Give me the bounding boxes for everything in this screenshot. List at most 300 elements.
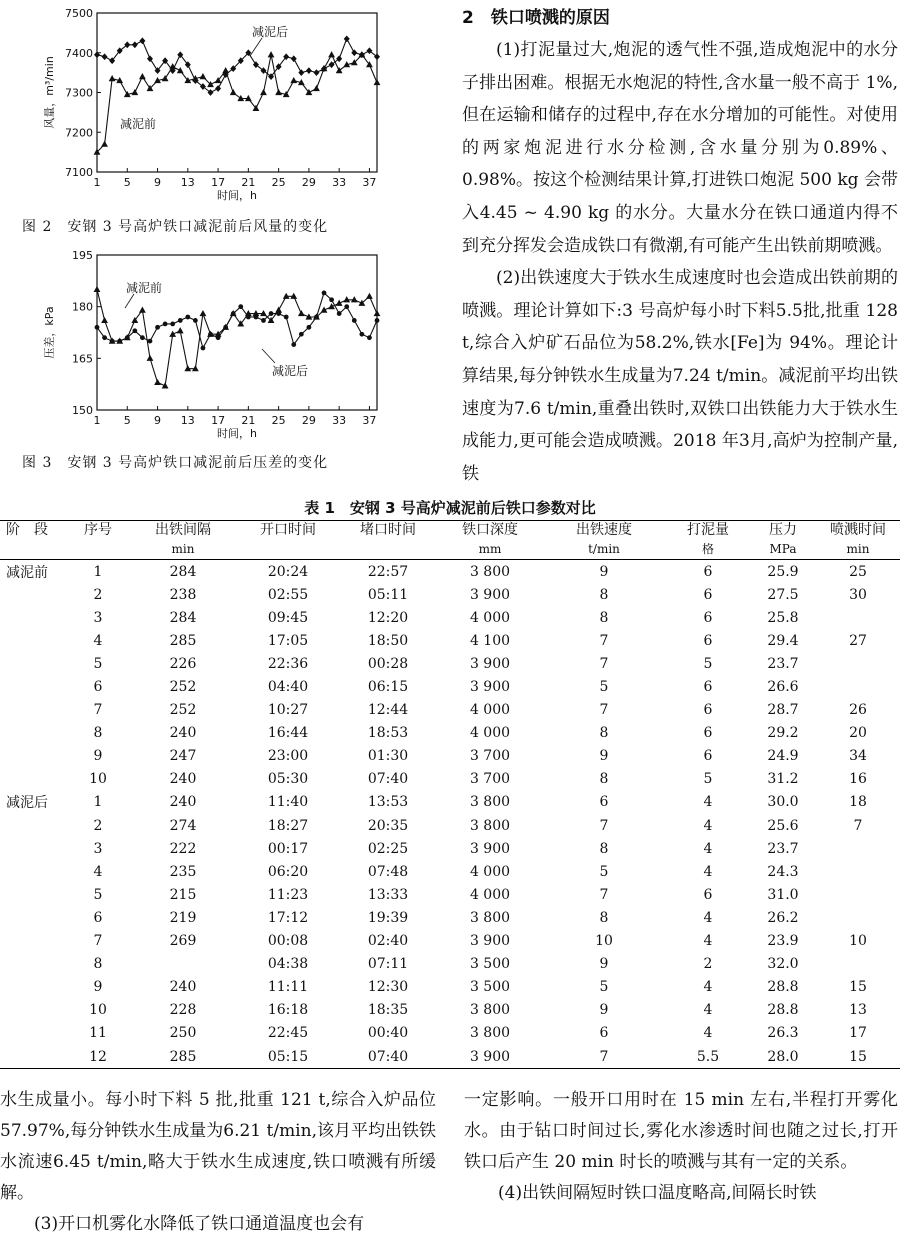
data-point-triangle (328, 51, 335, 57)
table-cell: 02:25 (367, 840, 409, 857)
table-cell: 17:05 (267, 632, 309, 649)
table-cell: 07:40 (367, 771, 409, 788)
table-row (0, 837, 900, 860)
data-point-circle (254, 315, 259, 320)
unit-cell (238, 540, 338, 560)
data-point-triangle (131, 89, 138, 95)
unit-cell: t/min (542, 540, 666, 560)
table-cell: 4 (703, 794, 713, 811)
table-cell: 7 (853, 817, 863, 834)
data-point-diamond (139, 37, 145, 44)
x-tick-label: 33 (332, 414, 347, 427)
table-cell: 269 (169, 933, 197, 950)
table-row (0, 930, 900, 953)
table-cell: 252 (169, 702, 197, 719)
data-point-circle (261, 318, 266, 323)
table-cell: 23.7 (767, 655, 799, 672)
table-cell-stage (0, 837, 68, 860)
header-interval: 出铁间隔 (128, 521, 238, 541)
table-cell: 26.3 (767, 1025, 799, 1042)
table-row (0, 560, 900, 584)
data-point-diamond (374, 53, 380, 60)
table-cell-stage (0, 652, 68, 675)
x-tick-label: 25 (271, 176, 286, 189)
table-cell-stage (0, 906, 68, 929)
data-point-circle (329, 297, 334, 302)
table-cell: 250 (169, 1025, 197, 1042)
x-tick-label: 33 (332, 176, 347, 189)
table-cell: 29.4 (767, 632, 799, 649)
table-row (0, 791, 900, 814)
table-cell: 240 (169, 794, 197, 811)
x-tick-label: 25 (271, 414, 286, 427)
data-point-circle (140, 335, 145, 340)
table-cell: 4 000 (469, 609, 511, 626)
data-point-circle (367, 335, 372, 340)
table-row (0, 883, 900, 906)
table-cell: 22:45 (267, 1025, 309, 1042)
table-cell: 9 (599, 563, 609, 580)
table-cell-stage (0, 999, 68, 1022)
table-cell: 23.9 (767, 933, 799, 950)
table-cell: 30.0 (767, 794, 799, 811)
series-annotation: 减泥前 (120, 117, 157, 131)
table-cell: 226 (169, 655, 197, 672)
table-cell: 07:40 (338, 1045, 438, 1069)
table-cell: 3 900 (438, 1045, 542, 1069)
data-point-triangle (336, 67, 343, 73)
table-cell: 25 (849, 563, 867, 580)
data-point-circle (359, 332, 364, 337)
table-cell: 5 (703, 771, 713, 788)
table-cell: 02:40 (367, 933, 409, 950)
table-cell: 20:35 (367, 817, 409, 834)
x-tick-label: 5 (123, 176, 131, 189)
bottom-right-text (464, 1085, 898, 1209)
table-cell: 4 000 (469, 886, 511, 903)
table-cell: 20:24 (267, 563, 309, 580)
table-cell: 3 900 (469, 655, 511, 672)
table-cell: 16 (849, 771, 867, 788)
data-point-diamond (351, 49, 357, 56)
table-row (0, 1022, 900, 1045)
y-tick-label: 150 (72, 404, 93, 417)
table-cell: 7 (599, 655, 609, 672)
table-cell: 7 (599, 702, 609, 719)
data-point-circle (170, 321, 175, 326)
data-point-circle (132, 328, 137, 333)
table-cell: 215 (169, 886, 197, 903)
table-cell: 06:15 (367, 679, 409, 696)
table-cell (816, 860, 900, 883)
table-cell: 6 (93, 909, 103, 926)
data-point-circle (216, 335, 221, 340)
table-cell: 8 (599, 771, 609, 788)
tap-hole-parameter-table (0, 520, 900, 1069)
table-cell: 10 (849, 933, 867, 950)
header-open-time: 开口时间 (238, 521, 338, 541)
table-cell: 6 (703, 702, 713, 719)
table-cell (816, 606, 900, 629)
data-point-circle (185, 315, 190, 320)
series-annotation: 减泥后 (272, 364, 309, 378)
data-point-circle (291, 342, 296, 347)
table-cell: 4 000 (469, 725, 511, 742)
unit-cell: 格 (666, 540, 750, 560)
table-cell: 8 (599, 909, 609, 926)
table-cell: 01:30 (367, 748, 409, 765)
table-cell: 3 (93, 609, 103, 626)
table-cell-stage (0, 583, 68, 606)
table-cell: 24.9 (767, 748, 799, 765)
table-cell: 13:33 (367, 886, 409, 903)
table-cell: 3 800 (469, 563, 511, 580)
data-point-diamond (344, 35, 350, 42)
table-cell: 285 (128, 1045, 238, 1069)
table-cell: 6 (703, 748, 713, 765)
annotation-leader (125, 294, 134, 308)
y-tick-label: 7300 (65, 86, 93, 100)
table-cell: 32.0 (767, 956, 799, 973)
x-tick-label: 21 (241, 176, 256, 189)
table-cell (816, 883, 900, 906)
data-point-triangle (101, 141, 108, 147)
table-row (0, 814, 900, 837)
paragraph-2: (2)出铁速度大于铁水生成速度时也会造成出铁前期的喷溅。理论计算如下:3 号高炉每小时下料5.5批,批重 128 t,综合入炉矿石品位为58.2%,铁水[Fe]为 94%。理论计算结果,每分钟铁水生成量为7.24 t/min。减泥前平均出铁速度为7.6 t/min,重叠出铁时,双铁口出铁能力大于铁水生成能力,更可能会造成喷溅。2018 年3月,高炉为控制产量,铁 (462, 268, 898, 484)
table-cell (128, 953, 238, 976)
table-cell: 3 800 (469, 909, 511, 926)
table-cell-stage (0, 675, 68, 698)
table-cell: 3 500 (469, 956, 511, 973)
table-cell: 9 (93, 748, 103, 765)
table-row (0, 768, 900, 791)
data-point-circle (163, 321, 168, 326)
table-cell: 20 (849, 725, 867, 742)
table-cell: 240 (169, 979, 197, 996)
table-cell-stage (0, 745, 68, 768)
data-point-triangle (177, 327, 184, 333)
table-cell-stage (0, 930, 68, 953)
table-cell: 29.2 (767, 725, 799, 742)
data-point-circle (201, 346, 206, 351)
data-point-triangle (374, 79, 381, 85)
data-point-diamond (336, 55, 342, 62)
table-cell (816, 675, 900, 698)
table-cell: 07:48 (367, 863, 409, 880)
x-tick-label: 21 (241, 414, 256, 427)
data-point-triangle (200, 73, 207, 79)
table-cell: 6 (703, 609, 713, 626)
figure-2-air-volume-chart (0, 0, 460, 210)
table-cell: 4 100 (469, 632, 511, 649)
x-tick-label: 29 (301, 414, 316, 427)
table-cell: 27 (849, 632, 867, 649)
table-cell: 228 (169, 1002, 197, 1019)
table-cell: 284 (169, 609, 197, 626)
plot-frame (97, 13, 377, 172)
table-cell: 26 (849, 702, 867, 719)
data-point-triangle (290, 77, 297, 83)
x-axis-label: 时间，h (217, 189, 257, 202)
table-cell-stage (0, 1022, 68, 1045)
table-cell: 06:20 (267, 863, 309, 880)
table-cell: 1 (93, 563, 103, 580)
x-tick-label: 17 (211, 176, 226, 189)
table-cell: 11:11 (267, 979, 309, 996)
data-point-triangle (139, 73, 146, 79)
data-point-triangle (298, 310, 305, 316)
table-cell: 8 (599, 586, 609, 603)
table-cell: 12:20 (367, 609, 409, 626)
table-cell: 28.7 (767, 702, 799, 719)
table-cell: 4 (703, 933, 713, 950)
table-cell-stage (0, 629, 68, 652)
x-tick-label: 1 (93, 176, 101, 189)
table-cell: 18:35 (367, 1002, 409, 1019)
table-cell (816, 652, 900, 675)
data-point-triangle (101, 317, 108, 323)
table-cell: 11:23 (267, 886, 309, 903)
bottom-left-para-3: (3)开口机雾化水降低了铁口通道温度也会有 (34, 1214, 365, 1234)
table-cell: 28.8 (767, 1002, 799, 1019)
unit-cell: min (816, 540, 900, 560)
table-cell: 6 (703, 586, 713, 603)
table-cell: 3 700 (469, 748, 511, 765)
data-point-triangle (200, 310, 207, 316)
data-point-diamond (329, 61, 335, 68)
x-axis-label: 时间，h (217, 427, 257, 440)
table-cell: 12:30 (367, 979, 409, 996)
header-stage: 阶 段 (0, 521, 68, 541)
table-cell: 00:08 (267, 933, 309, 950)
table-cell: 3 700 (469, 771, 511, 788)
table-cell: 5 (599, 863, 609, 880)
table-cell: 5 (93, 655, 103, 672)
table-cell: 15 (816, 1045, 900, 1069)
data-point-diamond (313, 69, 319, 76)
table-cell: 240 (169, 771, 197, 788)
data-point-circle (238, 304, 243, 309)
data-point-triangle (313, 85, 320, 91)
x-tick-label: 1 (93, 414, 101, 427)
table-cell: 8 (599, 609, 609, 626)
table-cell: 3 900 (469, 679, 511, 696)
table-cell: 2 (93, 586, 103, 603)
table-cell: 2 (703, 956, 713, 973)
data-point-circle (284, 315, 289, 320)
data-point-circle (352, 318, 357, 323)
data-point-triangle (139, 307, 146, 313)
table-row (0, 860, 900, 883)
table-cell: 19:39 (367, 909, 409, 926)
table-row (0, 606, 900, 629)
series-annotation: 减泥前 (126, 281, 163, 295)
header-speed: 出铁速度 (542, 521, 666, 541)
data-point-diamond (208, 89, 214, 96)
y-tick-label: 7500 (65, 7, 93, 20)
data-point-circle (102, 335, 107, 340)
table-row (0, 629, 900, 652)
x-tick-label: 9 (154, 414, 162, 427)
table-cell (816, 837, 900, 860)
data-point-circle (375, 318, 380, 323)
table-cell: 18 (849, 794, 867, 811)
data-point-circle (117, 339, 122, 344)
table-cell: 6 (703, 725, 713, 742)
x-tick-label: 37 (362, 176, 377, 189)
table-cell: 11:40 (267, 794, 309, 811)
table-cell: 6 (703, 886, 713, 903)
x-tick-label: 9 (154, 176, 162, 189)
plot-frame (97, 255, 377, 410)
data-point-diamond (306, 67, 312, 74)
table-cell: 26.6 (767, 679, 799, 696)
table-cell (816, 953, 900, 976)
unit-cell: mm (438, 540, 542, 560)
table-cell: 5 (93, 886, 103, 903)
paragraph-1: (1)打泥量过大,炮泥的透气性不强,造成炮泥中的水分子排出困难。根据无水炮泥的特性,含水量一般不高于 1%,但在运输和储存的过程中,存在水分增加的可能性。对使用的两家炮泥进行水分检测,含水量分别为0.89%、0.98%。按这个检测结果计算,打进铁口炮泥 500 kg 会带入4.45 ~ 4.90 kg 的水分。大量水分在铁口通道内得不到充分挥发会造成铁口有微潮,有可能产生出铁前期喷溅。 (462, 40, 898, 256)
data-point-circle (155, 325, 160, 330)
y-tick-label: 165 (72, 352, 93, 366)
data-point-triangle (109, 75, 116, 81)
table-cell: 23.7 (767, 840, 799, 857)
figure-2-caption: 图 2 安钢 3 号高炉铁口减泥前后风量的变化 (22, 219, 329, 235)
table-cell: 00:28 (367, 655, 409, 672)
figure-3-pressure-diff-chart (0, 245, 460, 465)
table-row (0, 722, 900, 745)
table-cell: 9 (599, 748, 609, 765)
data-point-circle (178, 318, 183, 323)
table-cell: 05:11 (367, 586, 409, 603)
table-cell-stage (0, 1045, 68, 1069)
data-point-circle (208, 332, 213, 337)
table-cell: 9 (599, 956, 609, 973)
table-cell: 30 (849, 586, 867, 603)
table-cell-stage (0, 860, 68, 883)
table-cell: 3 800 (469, 794, 511, 811)
header-splash-time: 喷溅时间 (816, 521, 900, 541)
table-cell: 6 (599, 794, 609, 811)
table-cell: 13 (849, 1002, 867, 1019)
table-cell: 3 500 (469, 979, 511, 996)
table-cell: 34 (849, 748, 867, 765)
table-cell: 15 (849, 979, 867, 996)
table-cell: 28.0 (750, 1045, 816, 1069)
table-cell: 4 (93, 863, 103, 880)
table-cell-stage (0, 606, 68, 629)
table-cell: 6 (93, 679, 103, 696)
table-cell: 24.3 (767, 863, 799, 880)
table-row (0, 1045, 900, 1069)
table-cell: 284 (169, 563, 197, 580)
table-cell: 10 (89, 771, 107, 788)
table-cell: 10 (89, 1002, 107, 1019)
table-cell: 31.0 (767, 886, 799, 903)
data-point-circle (322, 290, 327, 295)
table-cell: 17 (849, 1025, 867, 1042)
table-cell: 3 800 (469, 817, 511, 834)
table-cell: 3 900 (469, 840, 511, 857)
table-cell: 22:57 (367, 563, 409, 580)
unit-cell: min (128, 540, 238, 560)
table-cell: 4 (703, 817, 713, 834)
annotation-leader (250, 38, 262, 56)
table-cell: 7 (599, 817, 609, 834)
y-axis-label: 压差，kPa (43, 306, 56, 359)
y-axis-label: 风量，m³/min (43, 56, 56, 129)
data-point-circle (337, 311, 342, 316)
bottom-right-para-4: (4)出铁间隔短时铁口温度略高,间隔长时铁 (498, 1183, 817, 1203)
x-tick-label: 13 (180, 176, 195, 189)
data-point-circle (231, 311, 236, 316)
table-cell: 3 800 (469, 1025, 511, 1042)
table-cell: 25.9 (767, 563, 799, 580)
table-row (0, 583, 900, 606)
table-cell: 12 (68, 1045, 128, 1069)
table-cell: 3 (93, 840, 103, 857)
table-cell: 07:11 (367, 956, 409, 973)
table-cell: 17:12 (267, 909, 309, 926)
table-cell: 4 (703, 863, 713, 880)
table-cell-stage (0, 976, 68, 999)
data-point-triangle (177, 67, 184, 73)
table-cell: 23:00 (267, 748, 309, 765)
data-point-triangle (374, 310, 381, 316)
table-cell: 1 (93, 794, 103, 811)
data-point-circle (269, 311, 274, 316)
table-cell: 04:38 (267, 956, 309, 973)
table-cell: 9 (599, 1002, 609, 1019)
table-cell: 05:15 (238, 1045, 338, 1069)
series-line-before (97, 55, 377, 152)
table-row (0, 906, 900, 929)
table-cell: 7 (599, 886, 609, 903)
table-cell-stage (0, 953, 68, 976)
table-cell: 6 (703, 679, 713, 696)
section-heading: 2 铁口喷溅的原因 (462, 8, 610, 28)
header-close-time: 堵口时间 (338, 521, 438, 541)
data-point-circle (314, 315, 319, 320)
table-cell: 00:17 (267, 840, 309, 857)
data-point-triangle (230, 89, 237, 95)
table-cell: 16:18 (267, 1002, 309, 1019)
data-point-circle (344, 304, 349, 309)
data-point-triangle (260, 89, 267, 95)
table-cell: 18:27 (267, 817, 309, 834)
table-cell: 3 900 (469, 586, 511, 603)
table-cell: 7 (599, 632, 609, 649)
header-clay: 打泥量 (666, 521, 750, 541)
section-2-text (462, 2, 898, 490)
table-cell: 3 800 (469, 1002, 511, 1019)
table-cell: 5.5 (666, 1045, 750, 1069)
table-cell-stage (0, 768, 68, 791)
table-cell-stage (0, 699, 68, 722)
table-header-row (0, 521, 900, 541)
data-point-circle (148, 339, 153, 344)
table-cell: 7 (93, 933, 103, 950)
table-cell: 6 (703, 632, 713, 649)
table-cell: 4 (703, 1025, 713, 1042)
table-cell: 6 (703, 563, 713, 580)
table-cell: 25.8 (767, 609, 799, 626)
table-row (0, 953, 900, 976)
data-point-triangle (366, 293, 373, 299)
x-tick-label: 37 (362, 414, 377, 427)
y-tick-label: 195 (72, 249, 93, 262)
bottom-right-para: 一定影响。一般开口用时在 15 min 左右,半程打开雾化水。由于钻口时间过长,雾化水渗透时间也随之过长,打开铁口后产生 20 min 时长的喷溅与其有一定的关系。 (464, 1090, 898, 1172)
data-point-diamond (132, 41, 138, 48)
